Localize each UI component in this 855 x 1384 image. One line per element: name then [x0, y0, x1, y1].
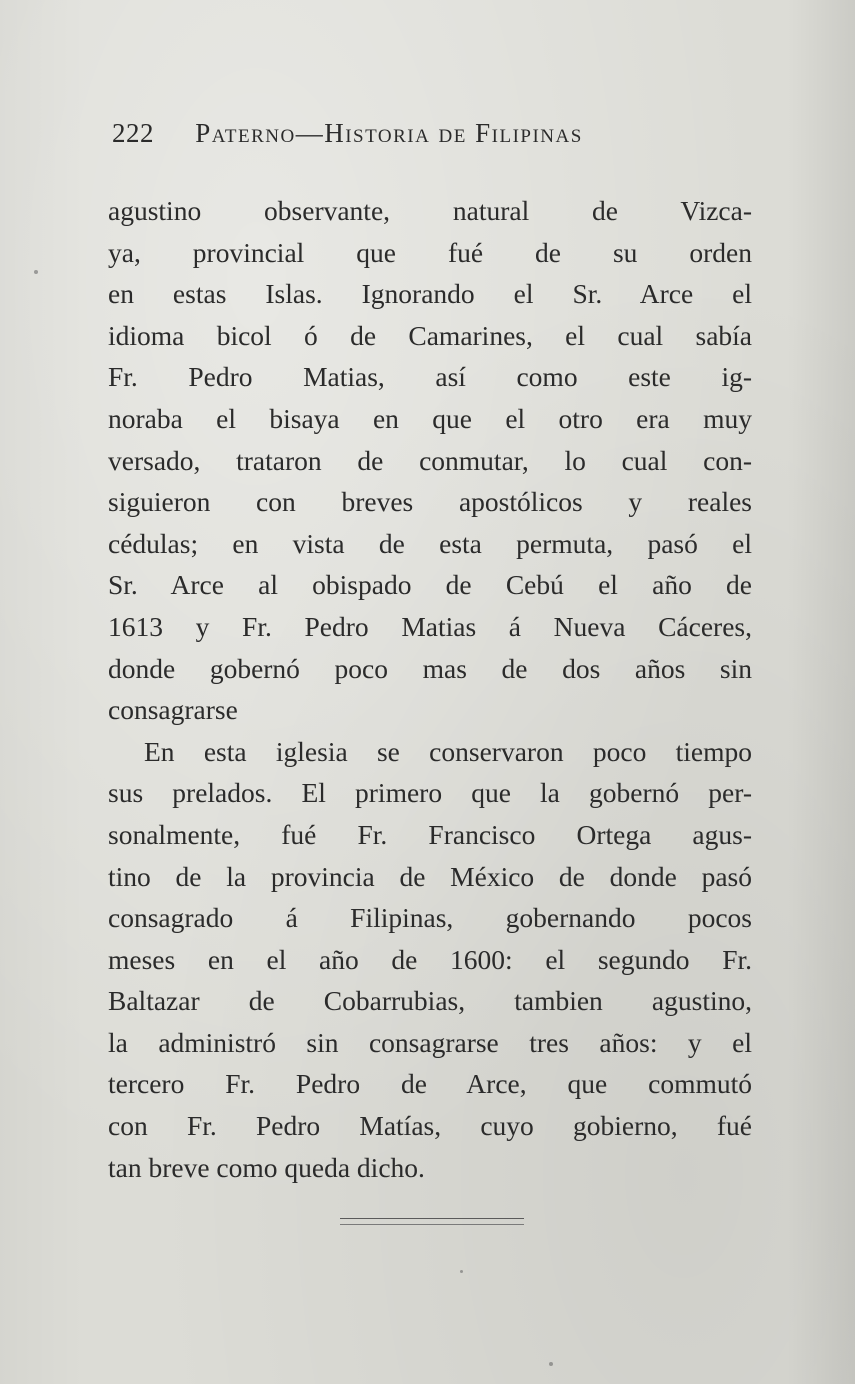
text-line: sonalmente, fué Fr. Francisco Ortega agus-	[108, 818, 752, 850]
body-text	[108, 190, 752, 1188]
text-line: tan breve como queda dicho.	[108, 1151, 425, 1183]
text-line: consagrado á Filipinas, gobernando pocos	[108, 902, 752, 934]
running-head	[112, 118, 752, 158]
text-line: con Fr. Pedro Matías, cuyo gobierno, fué	[108, 1110, 752, 1142]
text-line: idioma bicol ó de Camarines, el cual sabía	[108, 319, 752, 351]
text-line: en estas Islas. Ignorando el Sr. Arce el	[108, 278, 752, 310]
text-line: cédulas; en vista de esta permuta, pasó el	[108, 527, 752, 559]
text-line: Baltazar de Cobarrubias, tambien agustino,	[108, 985, 752, 1017]
text-line: noraba el bisaya en que el otro era muy	[108, 402, 752, 434]
text-line: tino de la provincia de México de donde pasó	[108, 860, 752, 892]
print-speck	[460, 1270, 463, 1273]
text-line: tercero Fr. Pedro de Arce, que commutó	[108, 1068, 752, 1100]
text-line: la administró sin consagrarse tres años: y el	[108, 1026, 752, 1058]
end-rule	[340, 1218, 524, 1225]
text-line: En esta iglesia se conservaron poco tiempo	[144, 735, 752, 767]
text-line: meses en el año de 1600: el segundo Fr.	[108, 943, 752, 975]
text-line: 1613 y Fr. Pedro Matias á Nueva Cáceres,	[108, 610, 752, 642]
page-number: 222	[112, 118, 154, 148]
text-line: Sr. Arce al obispado de Cebú el año de	[108, 569, 752, 601]
text-line: siguieron con breves apostólicos y reales	[108, 486, 752, 518]
text-line: agustino observante, natural de Vizca-	[108, 195, 752, 226]
text-line: ya, provincial que fué de su orden	[108, 236, 752, 268]
text-line: donde gobernó poco mas de dos años sin	[108, 652, 752, 684]
print-speck	[549, 1362, 553, 1366]
text-line: sus prelados. El primero que la gobernó per-	[108, 777, 752, 809]
running-title: Paterno—Historia de Filipinas	[195, 118, 583, 148]
text-line: consagrarse	[108, 694, 238, 726]
text-line: versado, trataron de conmutar, lo cual con-	[108, 444, 752, 476]
print-speck	[34, 270, 38, 274]
text-line: Fr. Pedro Matias, así como este ig-	[108, 361, 752, 393]
